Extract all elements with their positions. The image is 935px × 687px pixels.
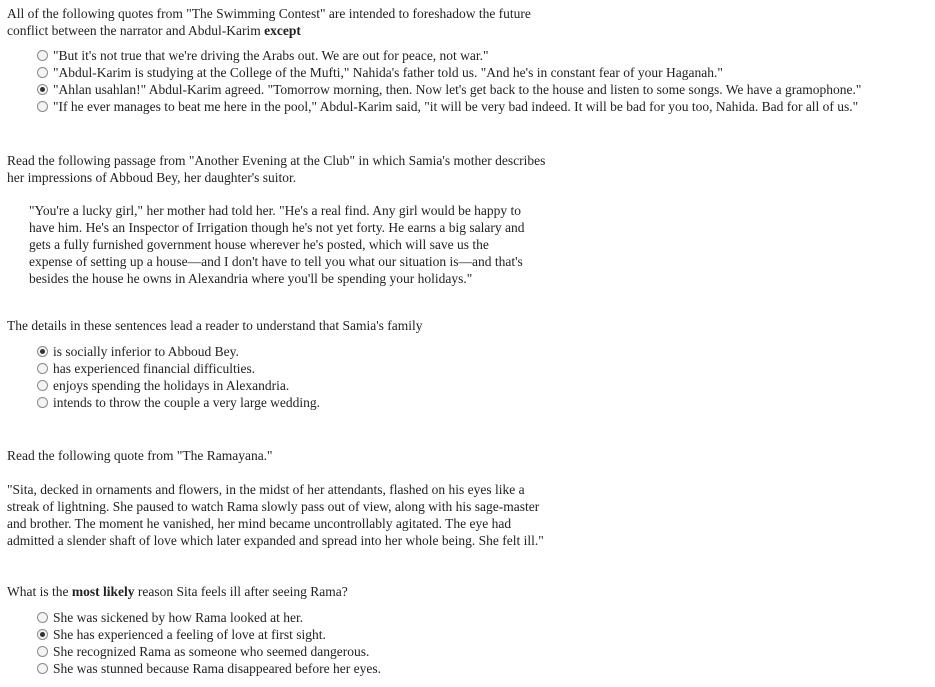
option-label: has experienced financial difficulties. [53,361,256,376]
question-1-option[interactable] [37,81,861,98]
question-3-text-post: reason Sita feels ill after seeing Rama? [134,584,348,599]
option-label: "Ahlan usahlan!" Abdul-Karim agreed. "Tomorrow morning, then. Now let's get back to the house and listen to some songs. We have a gramophone." [53,82,862,97]
question-1-option[interactable] [37,64,861,81]
question-3-option[interactable] [37,609,381,626]
radio-button[interactable] [37,646,48,657]
passage-text: "Sita, decked in ornaments and flowers, in the midst of her attendants, flashed on his eyes like a streak of lightning. She paused to watch Rama slowly pass out of view, along with his sage-master and brother. The moment he vanished, her mind became uncontrollably agitated. The eye had admitted a slender shaft of love which later expanded and spread into her whole being. She felt ill." [7,482,544,548]
option-label: enjoys spending the holidays in Alexandria. [53,378,290,393]
question-3-intro-text: Read the following quote from "The Ramayana." [7,448,273,463]
radio-button[interactable] [37,397,48,408]
option-label: intends to throw the couple a very large wedding. [53,395,321,410]
radio-button[interactable] [37,101,48,112]
question-3-intro [7,447,273,464]
radio-button[interactable] [37,612,48,623]
question-3-prompt [7,583,348,600]
radio-button[interactable] [37,67,48,78]
question-2-option[interactable] [37,343,320,360]
question-3-option[interactable] [37,660,381,677]
option-label: She has experienced a feeling of love at first sight. [53,627,326,642]
question-1-prompt [7,5,547,39]
option-label: She was stunned because Rama disappeared before her eyes. [53,661,381,676]
radio-button[interactable] [37,380,48,391]
question-3-emphasis: most likely [71,584,135,599]
question-2-options [37,343,320,411]
radio-button[interactable] [37,363,48,374]
option-label: She recognized Rama as someone who seemed dangerous. [53,644,370,659]
option-label: She was sickened by how Rama looked at her. [53,610,304,625]
radio-button[interactable] [37,50,48,61]
question-3-passage [7,481,552,549]
option-label: "But it's not true that we're driving the Arabs out. We are out for peace, not war." [53,48,489,63]
question-2-passage [29,202,529,287]
radio-button-selected[interactable] [37,84,48,95]
radio-button-selected[interactable] [37,346,48,357]
question-1-option[interactable] [37,98,861,115]
question-1-emphasis: except [264,23,301,38]
question-2-option[interactable] [37,377,320,394]
option-label: "If he ever manages to beat me here in the pool," Abdul-Karim said, "it will be very bad indeed. It will be bad for you too, Nahida. Bad for all of us." [53,99,859,114]
question-3-text-pre: What is the [7,584,72,599]
question-2-option[interactable] [37,360,320,377]
option-label: is socially inferior to Abboud Bey. [53,344,239,359]
question-1-text: All of the following quotes from "The Swimming Contest" are intended to foreshadow the future conflict between the narrator and Abdul-Karim [7,6,531,38]
question-2-text: The details in these sentences lead a reader to understand that Samia's family [7,318,423,333]
option-label: "Abdul-Karim is studying at the College of the Mufti," Nahida's father told us. "And he's in constant fear of your Haganah." [53,65,723,80]
radio-button[interactable] [37,663,48,674]
question-1-option[interactable] [37,47,861,64]
radio-button-selected[interactable] [37,629,48,640]
question-3-options [37,609,381,677]
passage-text: "You're a lucky girl," her mother had told her. "He's a real find. Any girl would be happy to have him. He's an Inspector of Irrigation though he's not yet forty. He earns a big salary and gets a fully furnished government house wherever he's posted, which will save us the expense of setting up a house—and I don't have to tell you what our situation is—and that's besides the house he owns in Alexandria where you'll be spending your holidays." [29,203,525,286]
question-1-options [37,47,861,115]
question-2-intro-text: Read the following passage from "Another Evening at the Club" in which Samia's mother describes her impressions of Abboud Bey, her daughter's suitor. [7,153,546,185]
question-2-intro [7,152,547,186]
question-3-option[interactable] [37,643,381,660]
question-3-option[interactable] [37,626,381,643]
question-2-option[interactable] [37,394,320,411]
question-2-prompt [7,317,423,334]
